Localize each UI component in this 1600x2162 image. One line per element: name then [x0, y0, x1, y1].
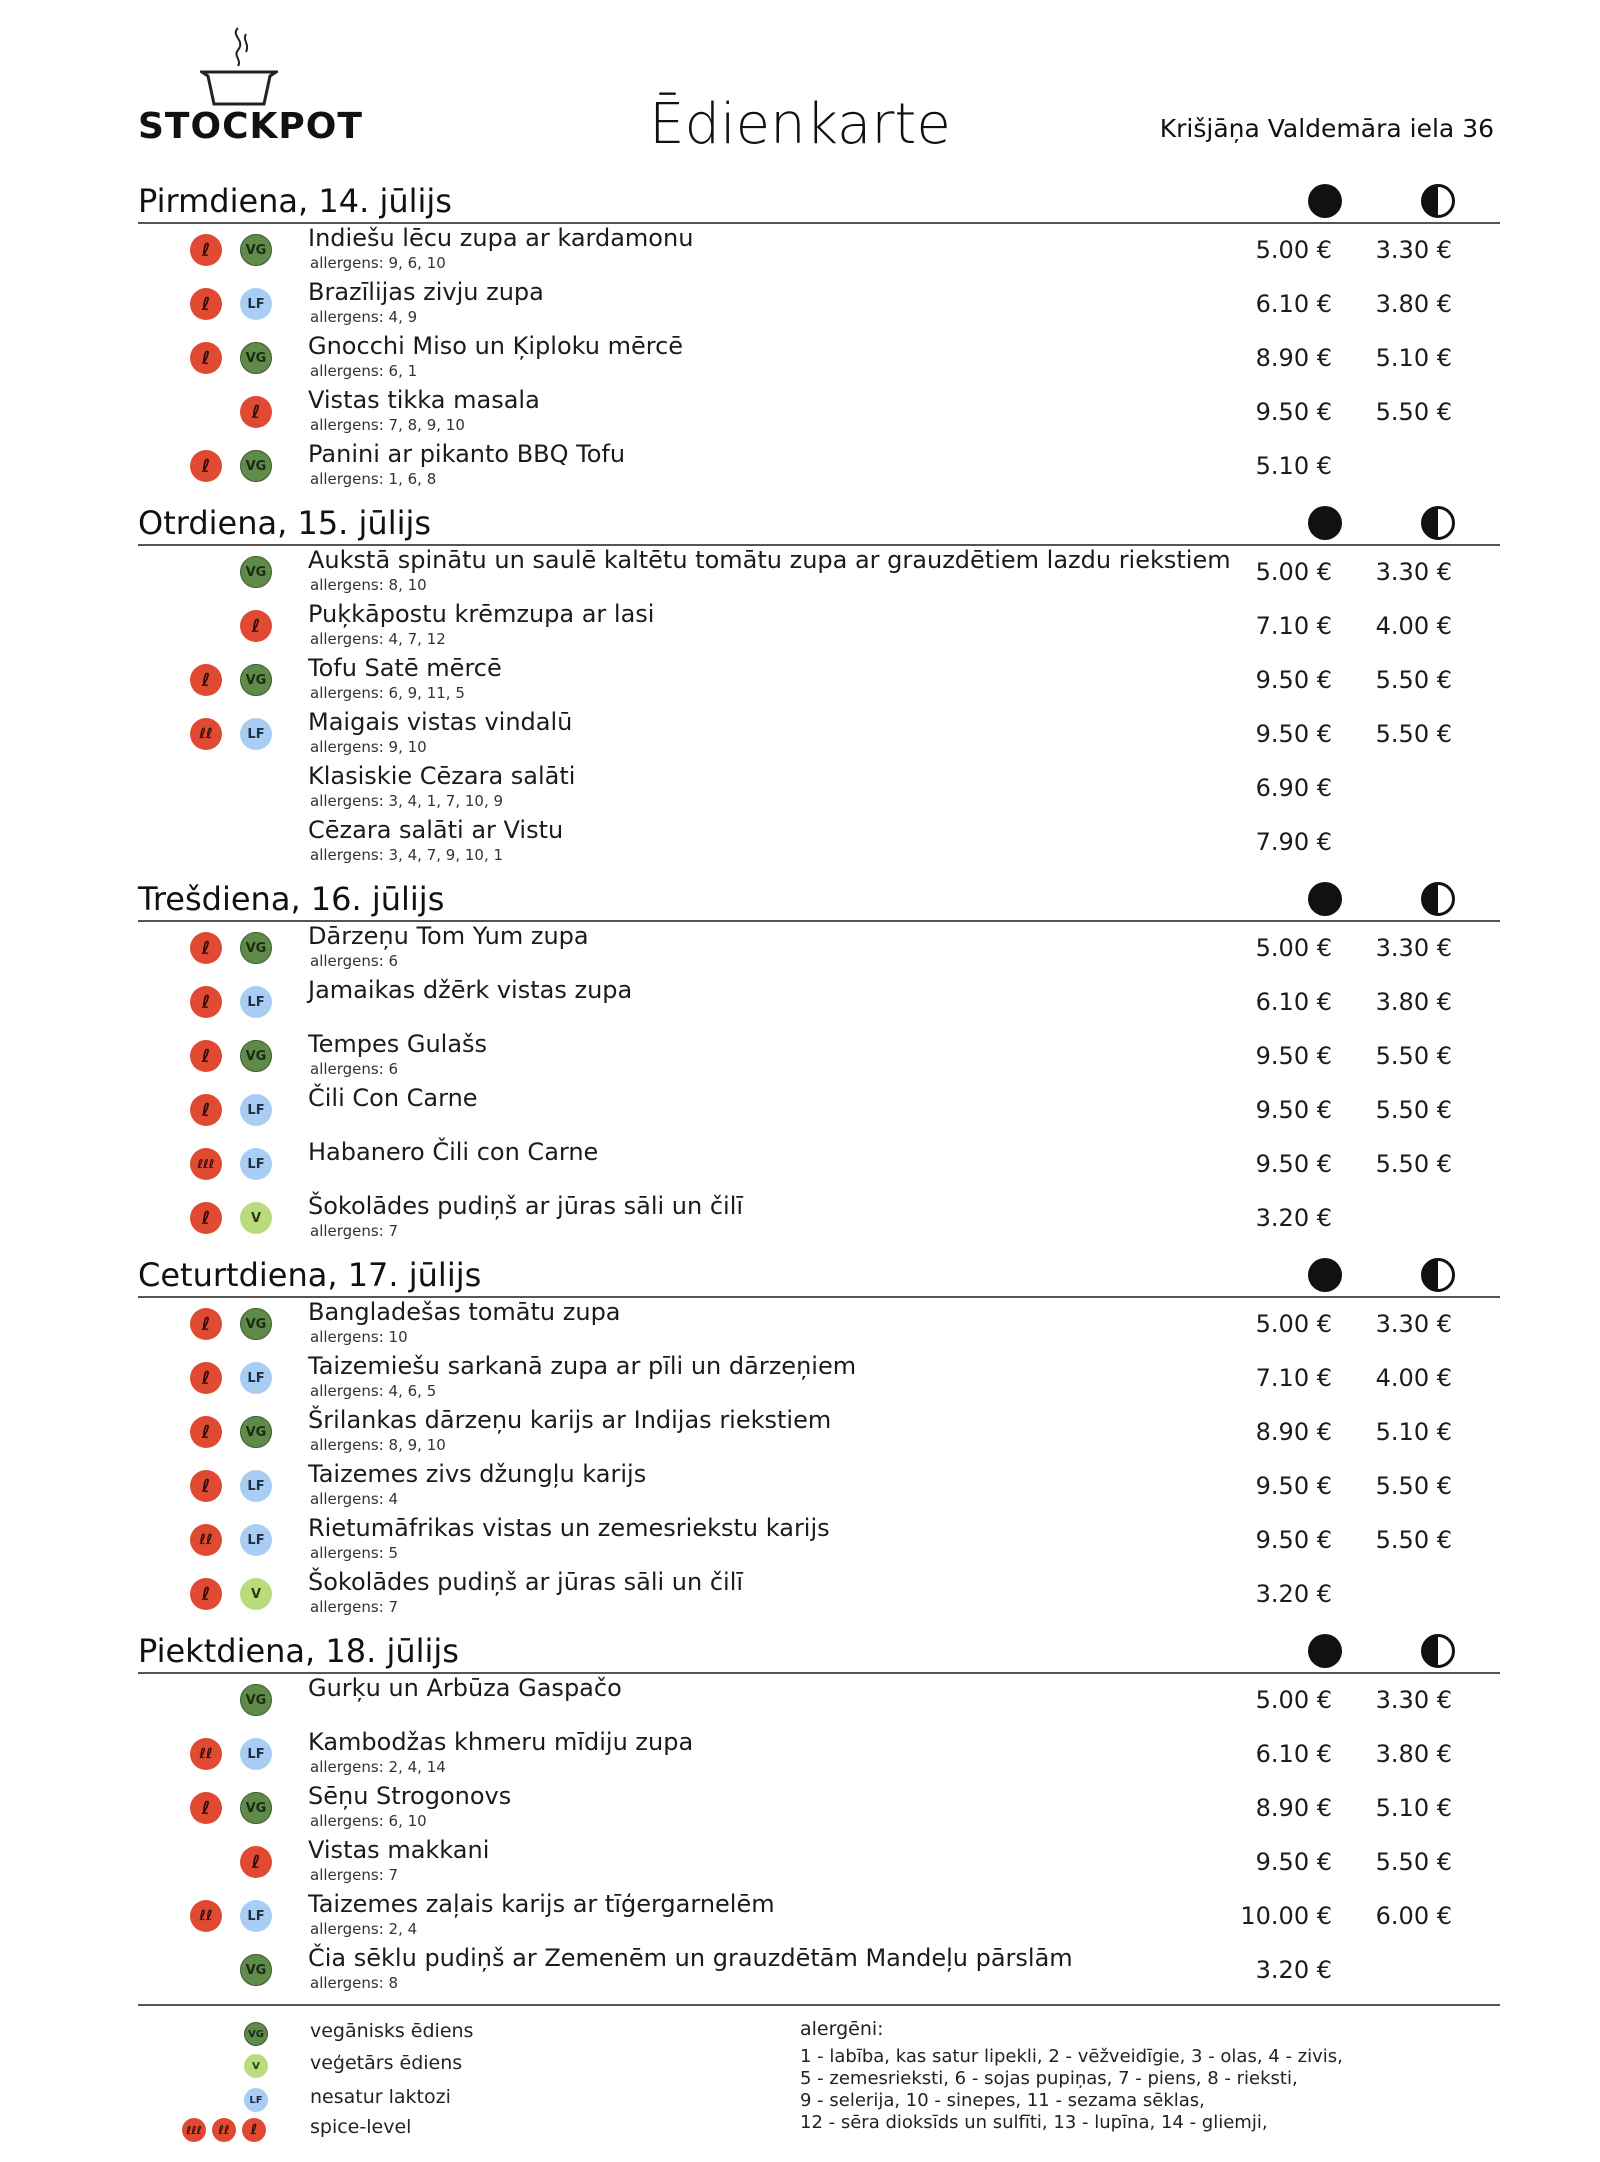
menu-item	[138, 1514, 1500, 1568]
dish-name: Šokolādes pudiņš ar jūras sāli un čilī	[308, 1192, 744, 1220]
dish-name: Maigais vistas vindalū	[308, 708, 573, 736]
dish-allergens: allergens: 3, 4, 1, 7, 10, 9	[310, 792, 504, 810]
page-title: Ēdienkarte	[649, 92, 951, 157]
vegan-badge-icon: VG	[240, 1954, 272, 1986]
price-half: 5.50 €	[1375, 666, 1452, 694]
price-half: 5.50 €	[1375, 720, 1452, 748]
price-half: 3.80 €	[1375, 290, 1452, 318]
price-full: 7.10 €	[1255, 612, 1332, 640]
dish-allergens: allergens: 4, 9	[310, 308, 418, 326]
pot-steam-icon	[200, 24, 278, 106]
price-full: 3.20 €	[1255, 1204, 1332, 1232]
price-half: 3.30 €	[1375, 1686, 1452, 1714]
lactose-free-badge-icon: LF	[240, 1900, 272, 1932]
legend-vegetarian	[138, 2052, 738, 2080]
dish-name: Vistas tikka masala	[308, 386, 540, 414]
dish-name: Aukstā spinātu un saulē kaltētu tomātu zupa ar grauzdētiem lazdu riekstiem	[308, 546, 1231, 574]
price-half: 5.50 €	[1375, 1042, 1452, 1070]
dish-name: Taizemes zivs džungļu karijs	[308, 1460, 647, 1488]
vegan-badge-icon: VG	[240, 1416, 272, 1448]
dish-allergens: allergens: 7, 8, 9, 10	[310, 416, 465, 434]
menu-item	[138, 332, 1500, 386]
price-half: 5.50 €	[1375, 1150, 1452, 1178]
dish-name: Taizemiešu sarkanā zupa ar pīli un dārzeņiem	[308, 1352, 857, 1380]
menu-item	[138, 224, 1500, 278]
dish-allergens: allergens: 6	[310, 952, 399, 970]
menu-item	[138, 1836, 1500, 1890]
price-full: 9.50 €	[1255, 1472, 1332, 1500]
price-full: 6.10 €	[1255, 1740, 1332, 1768]
vegan-badge-icon: VG	[240, 1684, 272, 1716]
price-full: 9.50 €	[1255, 1096, 1332, 1124]
price-full: 6.10 €	[1255, 290, 1332, 318]
menu-item	[138, 654, 1500, 708]
menu-item	[138, 1406, 1500, 1460]
spice-level-2-icon: ℓℓ	[190, 1738, 222, 1770]
dish-name: Vistas makkani	[308, 1836, 490, 1864]
dish-allergens: allergens: 5	[310, 1544, 399, 1562]
price-half: 3.30 €	[1375, 236, 1452, 264]
dish-name: Bangladešas tomātu zupa	[308, 1298, 621, 1326]
spice-level-1-icon: ℓ	[190, 450, 222, 482]
allergens-title: alergēni:	[800, 2018, 884, 2040]
lactose-free-badge-icon: LF	[240, 1094, 272, 1126]
dish-allergens: allergens: 8, 9, 10	[310, 1436, 446, 1454]
price-full: 6.10 €	[1255, 988, 1332, 1016]
dish-name: Dārzeņu Tom Yum zupa	[308, 922, 589, 950]
price-full: 9.50 €	[1255, 1848, 1332, 1876]
full-portion-icon	[1308, 184, 1342, 218]
legend	[138, 2004, 1500, 2156]
day-header	[138, 1626, 1500, 1674]
menu-item	[138, 1352, 1500, 1406]
allergens-line: 9 - selerija, 10 - sinepes, 11 - sezama sēklas,	[800, 2090, 1205, 2111]
day-title: Otrdiena, 15. jūlijs	[138, 504, 432, 542]
price-full: 5.10 €	[1255, 452, 1332, 480]
price-half: 5.10 €	[1375, 1794, 1452, 1822]
dish-name: Čia sēklu pudiņš ar Zemenēm un grauzdētām Mandeļu pārslām	[308, 1944, 1073, 1972]
day-title: Ceturtdiena, 17. jūlijs	[138, 1256, 482, 1294]
legend-lactose-free	[138, 2086, 738, 2114]
dish-name: Tofu Satē mērcē	[308, 654, 502, 682]
spice-2-icon: ℓℓ	[212, 2118, 236, 2142]
menu-item	[138, 1138, 1500, 1192]
spice-3-icon: ℓℓℓ	[182, 2118, 206, 2142]
menu-item	[138, 546, 1500, 600]
menu-item	[138, 922, 1500, 976]
price-full: 9.50 €	[1255, 1042, 1332, 1070]
dish-name: Čili Con Carne	[308, 1084, 478, 1112]
spice-level-1-icon: ℓ	[190, 1308, 222, 1340]
dish-allergens: allergens: 8, 10	[310, 576, 427, 594]
stockpot-logo	[138, 24, 363, 154]
lactose-free-badge-icon: LF	[240, 288, 272, 320]
legend-vegetarian-label: veģetārs ēdiens	[310, 2052, 463, 2074]
vegan-badge-icon: VG	[240, 1308, 272, 1340]
dish-name: Panini ar pikanto BBQ Tofu	[308, 440, 626, 468]
price-half: 3.30 €	[1375, 934, 1452, 962]
price-half: 5.50 €	[1375, 1472, 1452, 1500]
legend-lactose-free-label: nesatur laktozi	[310, 2086, 451, 2108]
dish-allergens: allergens: 3, 4, 7, 9, 10, 1	[310, 846, 504, 864]
menu-item	[138, 762, 1500, 816]
menu-item	[138, 1192, 1500, 1246]
legend-vegan	[138, 2020, 738, 2048]
price-half: 5.10 €	[1375, 344, 1452, 372]
spice-level-1-icon: ℓ	[190, 1202, 222, 1234]
full-portion-icon	[1308, 1634, 1342, 1668]
vegan-badge-icon: VG	[240, 450, 272, 482]
price-full: 9.50 €	[1255, 720, 1332, 748]
day-section	[138, 1250, 1500, 1622]
price-full: 5.00 €	[1255, 934, 1332, 962]
dish-name: Gurķu un Arbūza Gaspačo	[308, 1674, 622, 1702]
spice-level-1-icon: ℓ	[190, 234, 222, 266]
dish-name: Šokolādes pudiņš ar jūras sāli un čilī	[308, 1568, 744, 1596]
price-full: 8.90 €	[1255, 344, 1332, 372]
vegetarian-badge-icon: V	[244, 2054, 268, 2078]
price-half: 6.00 €	[1375, 1902, 1452, 1930]
vegan-badge-icon: VG	[240, 1792, 272, 1824]
dish-name: Taizemes zaļais karijs ar tīģergarnelēm	[308, 1890, 775, 1918]
price-full: 5.00 €	[1255, 236, 1332, 264]
day-section	[138, 498, 1500, 870]
day-header	[138, 1250, 1500, 1298]
menu-item	[138, 600, 1500, 654]
half-portion-icon	[1421, 184, 1455, 218]
spice-level-1-icon: ℓ	[190, 1578, 222, 1610]
address: Krišjāņa Valdemāra iela 36	[1159, 114, 1494, 143]
menu-item	[138, 1944, 1500, 1998]
price-full: 5.00 €	[1255, 1310, 1332, 1338]
price-full: 8.90 €	[1255, 1794, 1332, 1822]
dish-name: Puķkāpostu krēmzupa ar lasi	[308, 600, 655, 628]
day-header	[138, 498, 1500, 546]
spice-level-2-icon: ℓℓ	[190, 718, 222, 750]
price-half: 5.50 €	[1375, 398, 1452, 426]
price-half: 5.10 €	[1375, 1418, 1452, 1446]
menu-item	[138, 1890, 1500, 1944]
day-section	[138, 176, 1500, 494]
dish-allergens: allergens: 7	[310, 1598, 399, 1616]
menu-item	[138, 1084, 1500, 1138]
spice-level-1-icon: ℓ	[190, 1416, 222, 1448]
dish-name: Indiešu lēcu zupa ar kardamonu	[308, 224, 694, 252]
legend-spice-label: spice-level	[310, 2116, 412, 2138]
dish-allergens: allergens: 4, 6, 5	[310, 1382, 437, 1400]
dish-allergens: allergens: 6, 10	[310, 1812, 427, 1830]
spice-level-1-icon: ℓ	[190, 1792, 222, 1824]
price-full: 5.00 €	[1255, 1686, 1332, 1714]
dish-allergens: allergens: 7	[310, 1222, 399, 1240]
dish-allergens: allergens: 8	[310, 1974, 399, 1992]
brand-name: STOCKPOT	[138, 106, 363, 147]
price-full: 7.10 €	[1255, 1364, 1332, 1392]
allergens-line: 5 - zemesrieksti, 6 - sojas pupiņas, 7 - piens, 8 - rieksti,	[800, 2068, 1298, 2089]
spice-level-1-icon: ℓ	[190, 1362, 222, 1394]
price-full: 10.00 €	[1240, 1902, 1332, 1930]
day-title: Pirmdiena, 14. jūlijs	[138, 182, 452, 220]
half-portion-icon	[1421, 882, 1455, 916]
spice-level-1-icon: ℓ	[190, 1094, 222, 1126]
lactose-free-badge-icon: LF	[240, 718, 272, 750]
vegan-badge-icon: VG	[240, 1040, 272, 1072]
spice-level-1-icon: ℓ	[190, 1470, 222, 1502]
price-half: 5.50 €	[1375, 1096, 1452, 1124]
vegan-badge-icon: VG	[240, 556, 272, 588]
price-full: 9.50 €	[1255, 1150, 1332, 1178]
full-portion-icon	[1308, 1258, 1342, 1292]
lactose-free-badge-icon: LF	[240, 1362, 272, 1394]
day-title: Piektdiena, 18. jūlijs	[138, 1632, 459, 1670]
dish-name: Cēzara salāti ar Vistu	[308, 816, 564, 844]
price-half: 5.50 €	[1375, 1526, 1452, 1554]
dish-name: Sēņu Strogonovs	[308, 1782, 512, 1810]
price-full: 3.20 €	[1255, 1580, 1332, 1608]
menu-item	[138, 386, 1500, 440]
dish-allergens: allergens: 9, 6, 10	[310, 254, 446, 272]
spice-level-1-icon: ℓ	[190, 1040, 222, 1072]
dish-allergens: allergens: 4, 7, 12	[310, 630, 446, 648]
price-full: 9.50 €	[1255, 666, 1332, 694]
spice-level-2-icon: ℓℓ	[190, 1900, 222, 1932]
dish-name: Rietumāfrikas vistas un zemesriekstu karijs	[308, 1514, 830, 1542]
dish-allergens: allergens: 6, 1	[310, 362, 418, 380]
lactose-free-badge-icon: LF	[240, 1470, 272, 1502]
legend-spice	[138, 2116, 738, 2144]
menu-item	[138, 1568, 1500, 1622]
spice-level-1-icon: ℓ	[190, 986, 222, 1018]
full-portion-icon	[1308, 506, 1342, 540]
vegan-badge-icon: VG	[244, 2022, 268, 2046]
vegetarian-badge-icon: V	[240, 1578, 272, 1610]
spice-level-1-icon: ℓ	[190, 932, 222, 964]
allergens-line: 1 - labība, kas satur lipekli, 2 - vēžveidīgie, 3 - olas, 4 - zivis,	[800, 2046, 1343, 2067]
price-full: 3.20 €	[1255, 1956, 1332, 1984]
menu-item	[138, 1460, 1500, 1514]
spice-level-1-icon: ℓ	[190, 664, 222, 696]
menu-item	[138, 708, 1500, 762]
dish-allergens: allergens: 7	[310, 1866, 399, 1884]
menu-item	[138, 440, 1500, 494]
menu-item	[138, 976, 1500, 1030]
menu-item	[138, 1298, 1500, 1352]
price-half: 3.30 €	[1375, 1310, 1452, 1338]
day-section	[138, 874, 1500, 1246]
lactose-free-badge-icon: LF	[240, 1524, 272, 1556]
menu-item	[138, 1728, 1500, 1782]
price-full: 5.00 €	[1255, 558, 1332, 586]
dish-allergens: allergens: 9, 10	[310, 738, 427, 756]
half-portion-icon	[1421, 1634, 1455, 1668]
dish-name: Habanero Čili con Carne	[308, 1138, 599, 1166]
spice-level-1-icon: ℓ	[190, 288, 222, 320]
dish-allergens: allergens: 1, 6, 8	[310, 470, 437, 488]
spice-1-icon: ℓ	[242, 2118, 266, 2142]
full-portion-icon	[1308, 882, 1342, 916]
menu-item	[138, 1674, 1500, 1728]
spice-level-1-icon: ℓ	[240, 610, 272, 642]
price-full: 8.90 €	[1255, 1418, 1332, 1446]
vegetarian-badge-icon: V	[240, 1202, 272, 1234]
lactose-free-badge-icon: LF	[240, 1738, 272, 1770]
vegan-badge-icon: VG	[240, 932, 272, 964]
legend-vegan-label: vegānisks ēdiens	[310, 2020, 474, 2042]
price-full: 9.50 €	[1255, 1526, 1332, 1554]
menu-item	[138, 816, 1500, 870]
day-header	[138, 176, 1500, 224]
dish-name: Kambodžas khmeru mīdiju zupa	[308, 1728, 694, 1756]
dish-allergens: allergens: 6	[310, 1060, 399, 1078]
dish-name: Tempes Gulašs	[308, 1030, 488, 1058]
spice-level-1-icon: ℓ	[240, 1846, 272, 1878]
half-portion-icon	[1421, 1258, 1455, 1292]
vegan-badge-icon: VG	[240, 664, 272, 696]
vegan-badge-icon: VG	[240, 234, 272, 266]
dish-allergens: allergens: 2, 4	[310, 1920, 418, 1938]
half-portion-icon	[1421, 506, 1455, 540]
spice-level-1-icon: ℓ	[190, 342, 222, 374]
dish-name: Brazīlijas zivju zupa	[308, 278, 544, 306]
price-full: 9.50 €	[1255, 398, 1332, 426]
dish-name: Šrilankas dārzeņu karijs ar Indijas riekstiem	[308, 1406, 832, 1434]
spice-level-2-icon: ℓℓ	[190, 1524, 222, 1556]
menu-item	[138, 1782, 1500, 1836]
allergens-line: 12 - sēra dioksīds un sulfīti, 13 - lupīna, 14 - gliemji,	[800, 2112, 1268, 2133]
lactose-free-badge-icon: LF	[244, 2088, 268, 2112]
day-title: Trešdiena, 16. jūlijs	[138, 880, 445, 918]
lactose-free-badge-icon: LF	[240, 986, 272, 1018]
price-half: 5.50 €	[1375, 1848, 1452, 1876]
dish-name: Klasiskie Cēzara salāti	[308, 762, 576, 790]
price-half: 4.00 €	[1375, 612, 1452, 640]
price-half: 4.00 €	[1375, 1364, 1452, 1392]
dish-allergens: allergens: 2, 4, 14	[310, 1758, 446, 1776]
menu-item	[138, 278, 1500, 332]
day-section	[138, 1626, 1500, 1998]
dish-name: Jamaikas džērk vistas zupa	[308, 976, 633, 1004]
spice-level-1-icon: ℓ	[240, 396, 272, 428]
dish-allergens: allergens: 10	[310, 1328, 408, 1346]
menu-item	[138, 1030, 1500, 1084]
lactose-free-badge-icon: LF	[240, 1148, 272, 1180]
price-half: 3.80 €	[1375, 1740, 1452, 1768]
price-half: 3.30 €	[1375, 558, 1452, 586]
spice-level-3-icon: ℓℓℓ	[190, 1148, 222, 1180]
dish-name: Gnocchi Miso un Ķiploku mērcē	[308, 332, 684, 360]
price-half: 3.80 €	[1375, 988, 1452, 1016]
price-full: 6.90 €	[1255, 774, 1332, 802]
vegan-badge-icon: VG	[240, 342, 272, 374]
day-header	[138, 874, 1500, 922]
price-full: 7.90 €	[1255, 828, 1332, 856]
dish-allergens: allergens: 6, 9, 11, 5	[310, 684, 465, 702]
dish-allergens: allergens: 4	[310, 1490, 399, 1508]
